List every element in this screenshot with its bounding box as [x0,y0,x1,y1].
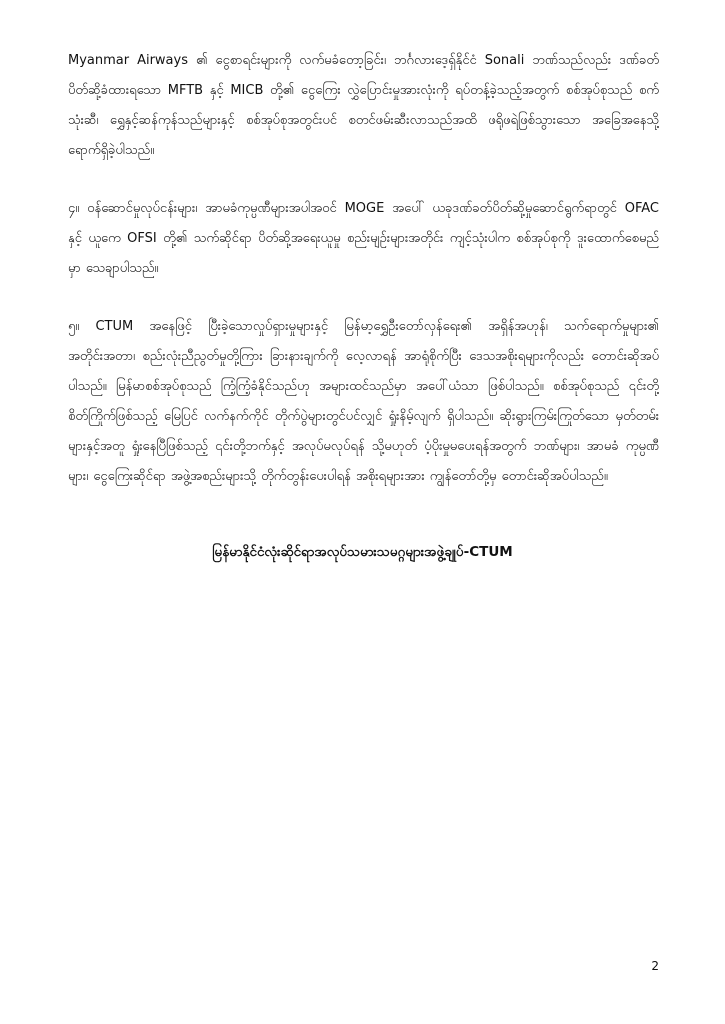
page-number: 2 [651,959,659,973]
paragraph-5: ၅။ CTUM အနေဖြင့် ပြီးခဲ့သောလှုပ်ရှားမှုများနှင့် မြန်မာ့ရွှေဦးတော်လှန်ရေး၏ အရှိန်အဟုန်၊ သက်ရောက်မှုများ၏ အတိုင်းအတာ၊ စည်းလုံးညီညွတ်မှုတို့ကြား ခြားနားချက်ကို လေ့လာရန် အာရုံစိုက်ပြီး ဒေသအစိုးရများကိုလည်း တောင်းဆိုအပ်ပါသည်။ မြန်မာစစ်အုပ်စုသည် ကြံ့ကြံ့ခံနိုင်သည်ဟု အများထင်သည်မှာ အပေါ်ယံသာ ဖြစ်ပါသည်။ စစ်အုပ်စုသည် ၎င်းတို့စိတ်ကြိုက်ဖြစ်သည့် မြေပြင် လက်နက်ကိုင် တိုက်ပွဲများတွင်ပင်လျှင် ရှုံးနိမ့်လျက် ရှိပါသည်။ ဆိုးရွားကြမ်းကြုတ်သော မှတ်တမ်းများနှင့်အတူ ရှုံးနေပြီဖြစ်သည့် ၎င်းတို့ဘက်နှင့် အလုပ်မလုပ်ရန် သို့မဟုတ် ပံ့ပိုးမှုမပေးရန်အတွက် ဘဏ်များ၊ အာမခံ ကုမ္ပဏီများ၊ ငွေကြေးဆိုင်ရာ အဖွဲ့အစည်းများသို့ တိုက်တွန်းပေးပါရန် အစိုးရများအား ကျွန်တော်တို့မှ တောင်းဆိုအပ်ပါသည်။ [68,319,659,484]
document-body [68,46,659,520]
signature-ctum: မြန်မာနိုင်ငံလုံးဆိုင်ရာအလုပ်သမားသမဂ္ဂများအဖွဲ့ချုပ်-CTUM [212,544,513,560]
paragraph-myanmar-airways: Myanmar Airways ၏ ငွေစာရင်းများကို လက်မခံတော့ခြင်း၊ ဘင်္ဂလားဒေ့ရှ်နိုင်ငံ Sonali ဘဏ်သည်လည်း ဒဏ်ခတ်ပိတ်ဆို့ခံထားရသော MFTB နှင့် MICB တို့၏ ငွေကြေး လွှဲပြောင်းမှုအားလုံးကို ရပ်တန့်ခဲ့သည့်အတွက် စစ်အုပ်စုသည် စက်သုံးဆီ၊ ရွှေနှင့်ဆန်ကုန်သည်များနှင့် စစ်အုပ်စုအတွင်းပင် စတင်ဖမ်းဆီးလာသည်အထိ ဖရိုဖရဲဖြစ်သွားသော အခြေအနေသို့ ရောက်ရှိခဲ့ပါသည်။ [68,53,659,158]
paragraph-4: ၄။ ဝန်ဆောင်မှုလုပ်ငန်းများ၊ အာမခံကုမ္ပဏီများအပါအဝင် MOGE အပေါ် ယခုဒဏ်ခတ်ပိတ်ဆို့မှုဆောင်ရွက်ရာတွင် OFAC နှင့် ယူကေ OFSI တို့၏ သက်ဆိုင်ရာ ပိတ်ဆို့အရေးယူမှု စည်းမျဉ်းများအတိုင်း ကျင့်သုံးပါက စစ်အုပ်စုကို ဒူးထောက်စေမည်မှာ သေချာပါသည်။ [68,201,659,276]
